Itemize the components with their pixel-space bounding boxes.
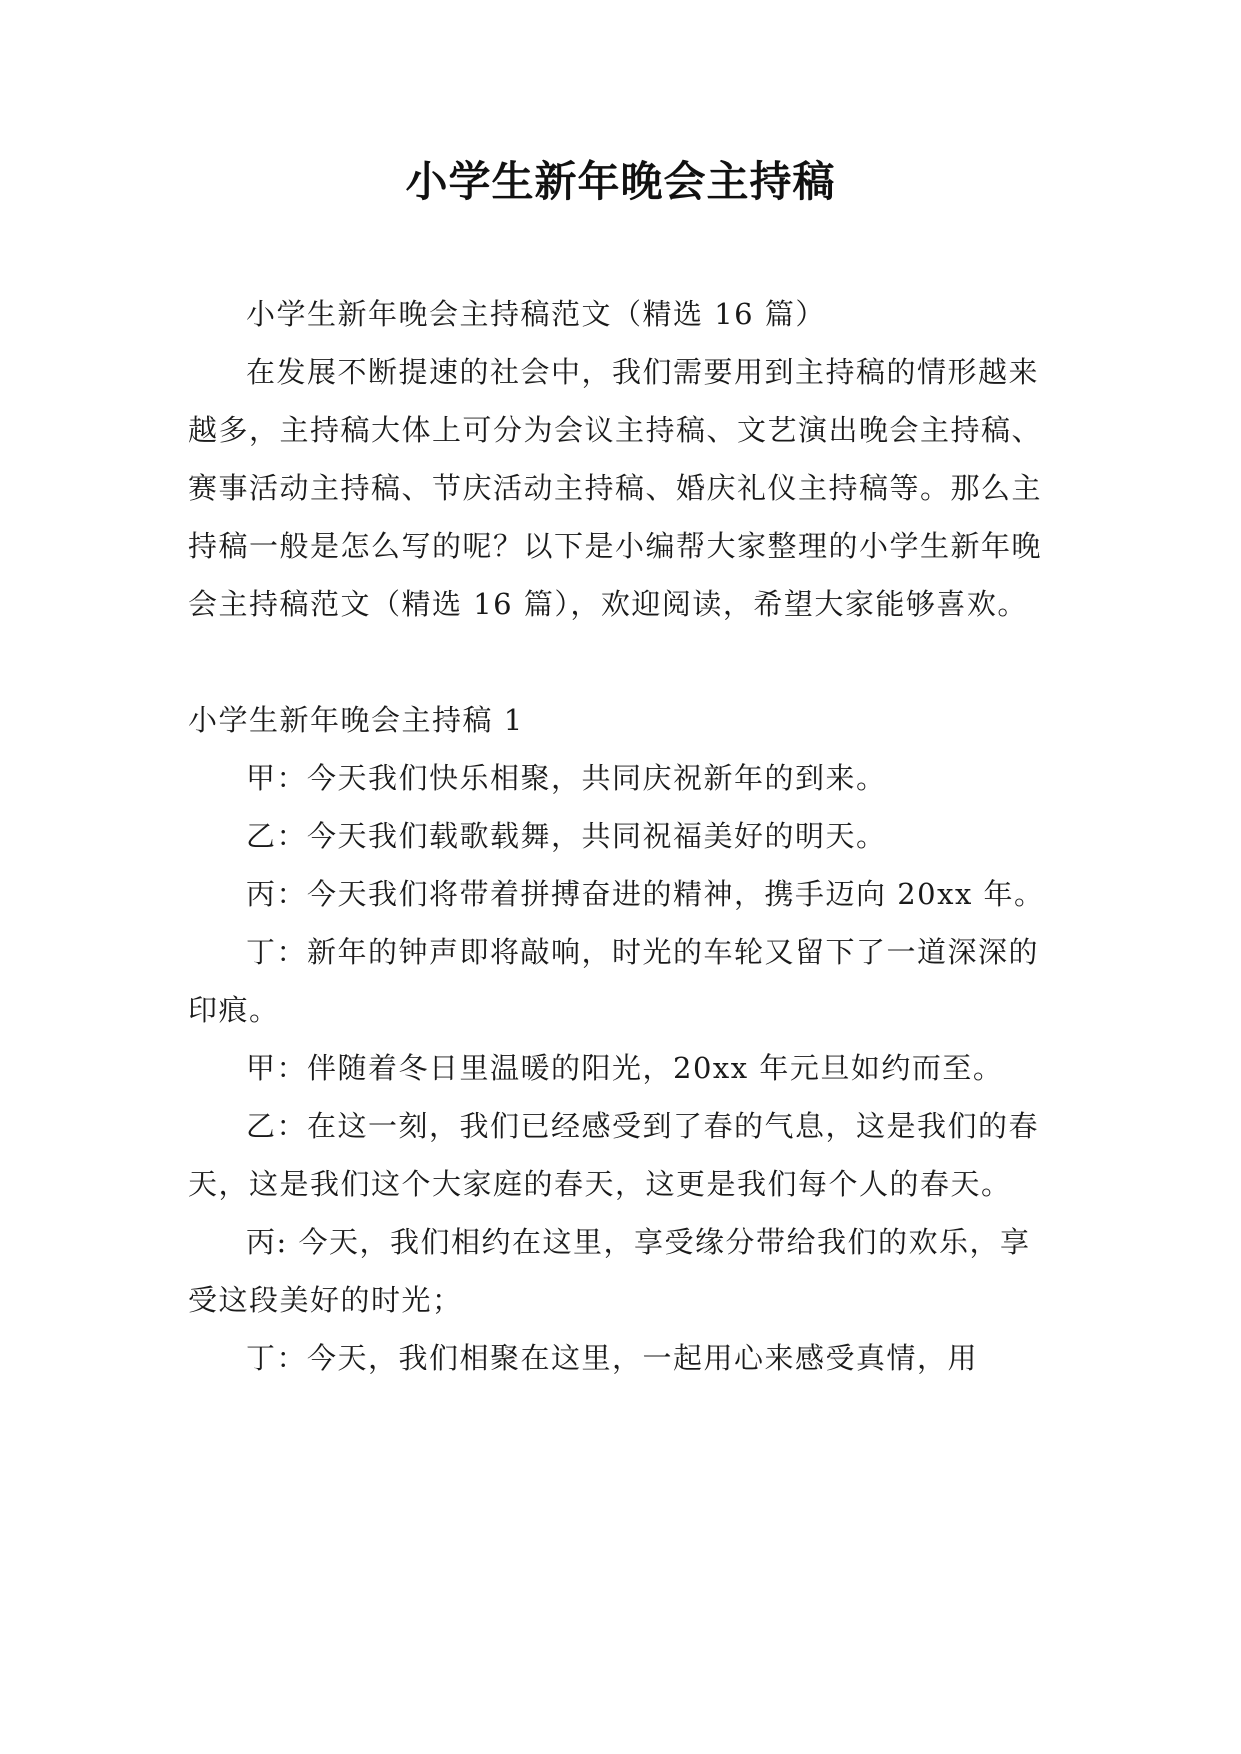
- dialogue-line: 丁：今天，我们相聚在这里，一起用心来感受真情，用: [246, 1341, 979, 1375]
- dialogue-line: 丁：新年的钟声即将敲响，时光的车轮又留下了一道深深的印痕。: [188, 935, 1040, 1027]
- document-body: [188, 285, 1054, 1387]
- dialogue-line: 丙: 今天，我们相约在这里，享受缘分带给我们的欢乐，享受这段美好的时光；: [188, 1225, 1031, 1317]
- document-title: 小学生新年晚会主持稿: [405, 157, 836, 206]
- paragraph-spacer: [188, 633, 1054, 691]
- dialogue-line: 甲：伴随着冬日里温暖的阳光，20xx 年元旦如约而至。: [246, 1051, 1004, 1085]
- section-heading: 小学生新年晚会主持稿 1: [188, 703, 524, 737]
- dialogue-line: 丙：今天我们将带着拼搏奋进的精神，携手迈向 20xx 年。: [246, 877, 1045, 911]
- dialogue-line: 乙：今天我们载歌载舞，共同祝福美好的明天。: [246, 819, 887, 853]
- dialogue-line: 甲：今天我们快乐相聚，共同庆祝新年的到来。: [246, 761, 887, 795]
- dialogue-line: 乙：在这一刻，我们已经感受到了春的气息，这是我们的春天，这是我们这个大家庭的春天，这更是我们每个人的春天。: [188, 1109, 1040, 1201]
- intro-paragraph: 在发展不断提速的社会中，我们需要用到主持稿的情形越来越多，主持稿大体上可分为会议主持稿、文艺演出晚会主持稿、赛事活动主持稿、节庆活动主持稿、婚庆礼仪主持稿等。那么主持稿一般是怎么写的呢？以下是小编帮大家整理的小学生新年晚会主持稿范文（精选 16 篇），欢迎阅读，希望大家能够喜欢。: [188, 355, 1043, 621]
- document-subtitle: 小学生新年晚会主持稿范文（精选 16 篇）: [246, 297, 826, 331]
